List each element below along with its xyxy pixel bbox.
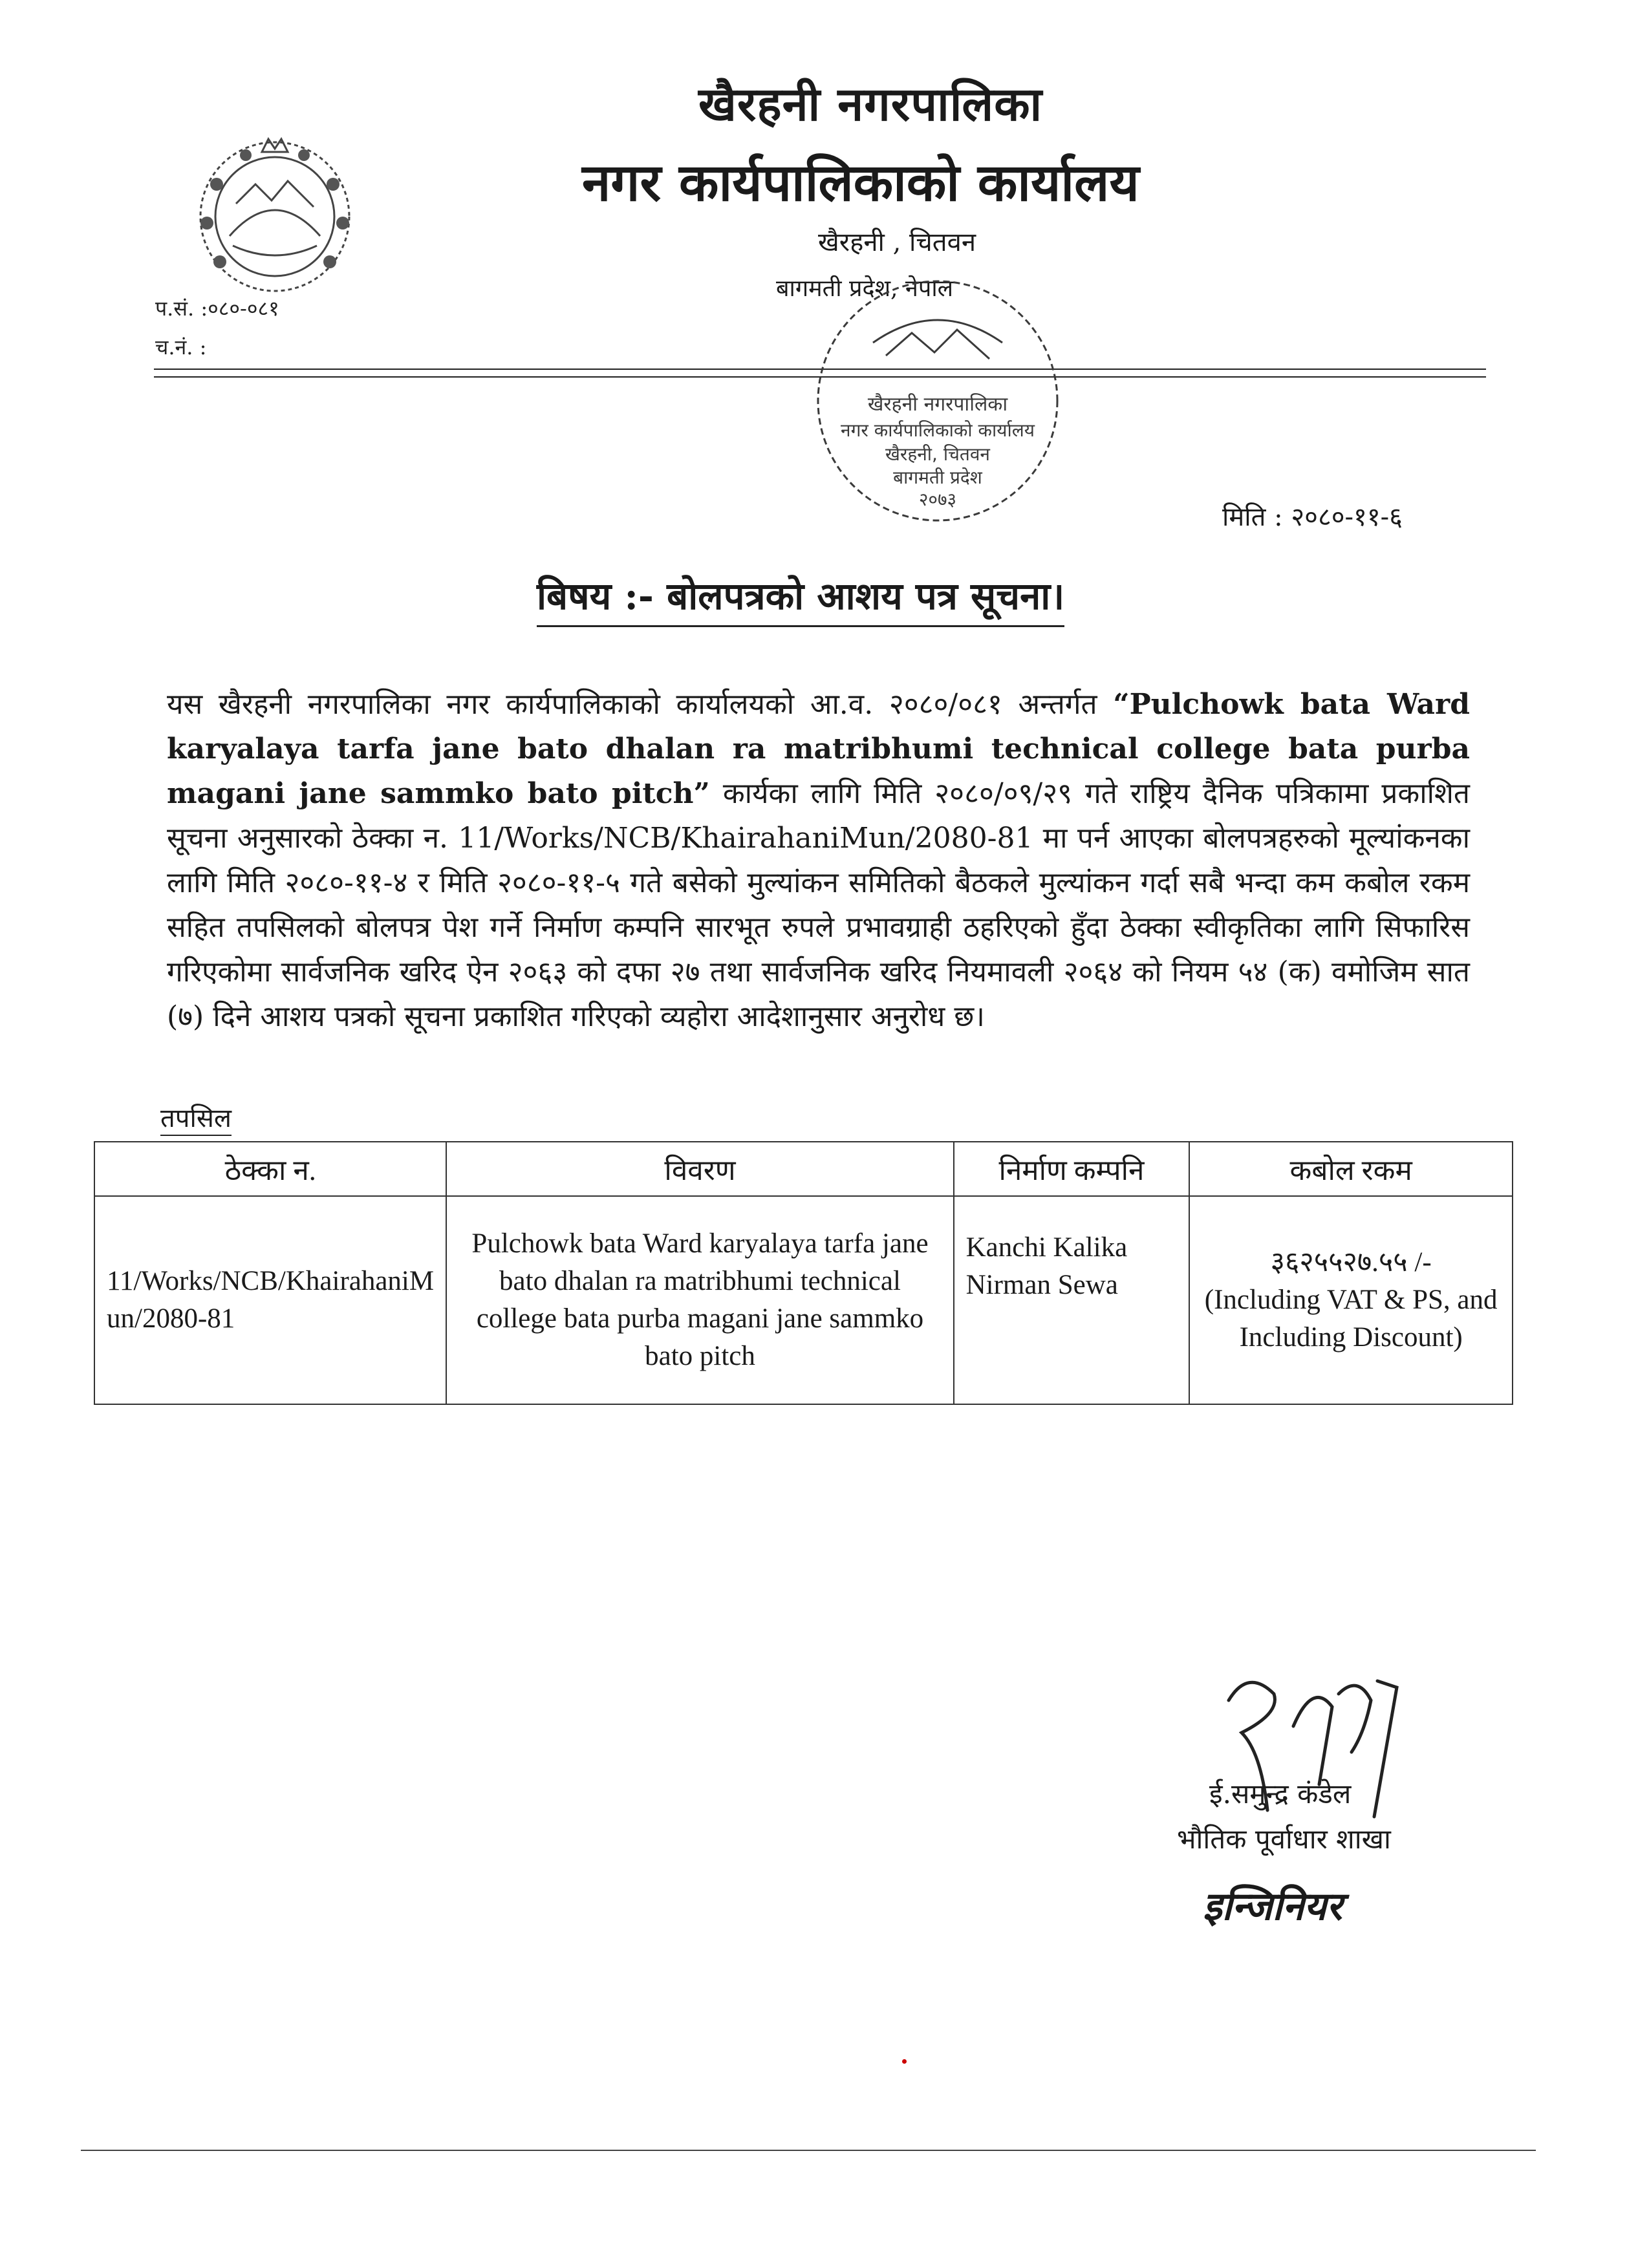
notice-body (167, 682, 1470, 1039)
project-name: “Pulchowk bata Ward karyalaya tarfa jane bato dhalan ra matribhumi technical college bata purba magani jane sammko bato pitch” (167, 688, 1470, 810)
office-location: खैरहनी , चितवन (818, 228, 976, 257)
cell-contract-no: 11/Works/NCB/KhairahaniMun/2080-81 (94, 1196, 446, 1404)
dispatch-number: च.नं. : (155, 335, 207, 359)
ink-mark (902, 2059, 907, 2064)
stamp-line-2: नगर कार्यपालिकाको कार्यालय (841, 420, 1035, 441)
amount-value: ३६२५५२७.५५ /- (1270, 1247, 1432, 1278)
signatory-department: भौतिक पूर्वाधार शाखा (1177, 1823, 1391, 1855)
footer-divider (81, 2150, 1536, 2151)
body-intro: यस खैरहनी नगरपालिका नगर कार्यपालिकाको कार्यालयको आ.व. २०८०/०८१ अन्तर्गत (167, 688, 1114, 721)
amount-note: (Including VAT & PS, and Including Discount) (1204, 1285, 1498, 1353)
header-company: निर्माण कम्पनि (954, 1142, 1190, 1196)
cell-amount (1189, 1196, 1513, 1404)
office-province: बागमती प्रदेश, नेपाल (776, 275, 954, 302)
government-emblem (175, 126, 375, 303)
table-caption: तपसिल (160, 1099, 232, 1136)
cell-company: Kanchi Kalika Nirman Sewa (954, 1196, 1190, 1404)
signatory-name: ई.समुन्द्र कंडेल (1209, 1778, 1352, 1810)
header-contract-no: ठेक्का न. (94, 1142, 446, 1196)
table-row (94, 1196, 1513, 1404)
header-description: विवरण (446, 1142, 953, 1196)
table-header-row (94, 1142, 1513, 1196)
letter-date: मिति : २०८०-११-६ (1222, 502, 1403, 532)
municipality-name: खैरहनी नगरपालिका (698, 76, 1043, 131)
stamp-line-1: खैरहनी नगरपालिका (867, 393, 1008, 416)
signatory-title: इन्जिनियर (1203, 1884, 1342, 1929)
bid-details-table (94, 1141, 1513, 1405)
header-amount: कबोल रकम (1189, 1142, 1513, 1196)
office-stamp (802, 272, 1073, 546)
reference-number: प.सं. :०८०-०८१ (155, 296, 279, 321)
stamp-line-5: २०७३ (918, 489, 957, 510)
stamp-line-4: बागमती प्रदेश (893, 467, 982, 488)
stamp-line-3: खैरहनी, चितवन (885, 444, 990, 465)
subject-heading: बिषय :- बोलपत्रको आशय पत्र सूचना। (537, 569, 1064, 627)
office-name: नगर कार्यपालिकाको कार्यालय (582, 152, 1139, 213)
body-main: कार्यका लागि मिति २०८०/०९/२९ गते राष्ट्रिय दैनिक पत्रिकामा प्रकाशित सूचना अनुसारको ठेक्का न. 11/Works/NCB/KhairahaniMun/2080-81 मा पर्न आएका बोलपत्रहरुको मूल्यांकनका लागि मिति २०८०-११-४ र मिति २०८०-११-५ गते बसेको मुल्यांकन समितिको बैठकले मुल्यांकन गर्दा सबै भन्दा कम कबोल रकम सहित तपसिलको बोलपत्र पेश गर्ने निर्माण कम्पनि सारभूत रुपले प्रभावग्राही ठहरिएको हुँदा ठेक्का स्वीकृतिका लागि सिफारिस गरिएकोमा सार्वजनिक खरिद ऐन २०६३ को दफा २७ तथा सार्वजनिक खरिद नियमावली २०६४ को नियम ५४ (क) वमोजिम सात (७) दिने आशय पत्रको सूचना प्रकाशित गरिएको व्यहोरा आदेशानुसार अनुरोध छ। (167, 777, 1470, 1033)
cell-description: Pulchowk bata Ward karyalaya tarfa jane bato dhalan ra matribhumi technical college bata purba magani jane sammko bato pitch (446, 1196, 953, 1404)
